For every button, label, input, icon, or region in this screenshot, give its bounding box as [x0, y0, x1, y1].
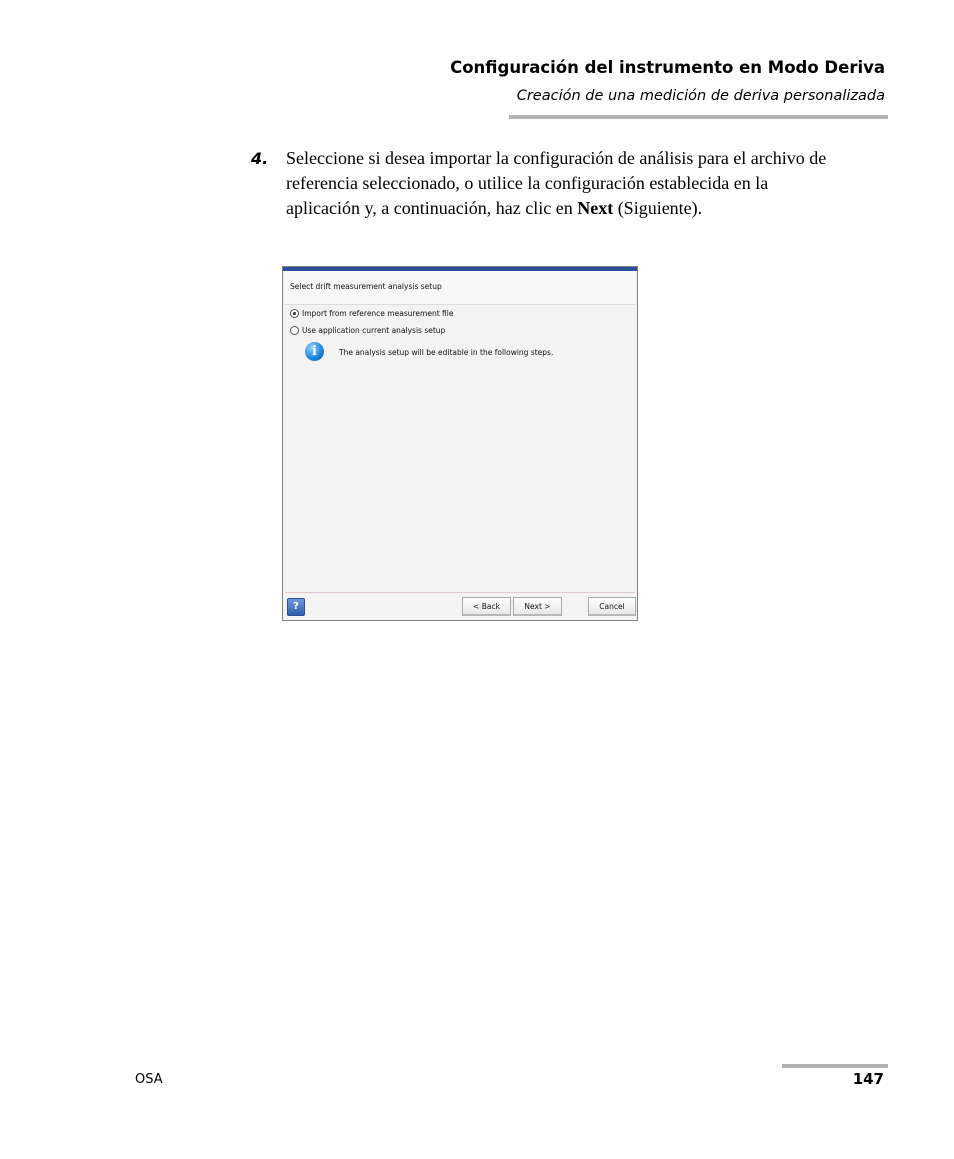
step-text: [286, 146, 846, 221]
dialog-heading: Select drift measurement analysis setup: [290, 282, 442, 291]
next-button[interactable]: Next >: [513, 597, 562, 616]
dialog-header: [285, 271, 635, 305]
cancel-button[interactable]: Cancel: [588, 597, 636, 616]
step-number: 4.: [251, 149, 269, 168]
back-button[interactable]: < Back: [462, 597, 511, 616]
radio-unselected-icon[interactable]: [290, 326, 299, 335]
footer-product: OSA: [135, 1072, 163, 1087]
info-icon: i: [305, 342, 324, 361]
info-message: The analysis setup will be editable in the following steps.: [339, 348, 554, 357]
page-number: 147: [852, 1070, 884, 1088]
footer-rule: [782, 1064, 888, 1068]
step-text-before: Seleccione si desea importar la configuración de análisis para el archivo de referencia seleccionado, o utilice la configuración establecida en la aplicación y, a continuación, haz clic en: [286, 148, 827, 218]
step-text-after: (Siguiente).: [613, 198, 703, 218]
option-label: Import from reference measurement file: [302, 308, 454, 318]
radio-selected-icon[interactable]: [290, 309, 299, 318]
drift-setup-dialog: [282, 266, 638, 621]
option-import-from-reference[interactable]: [290, 308, 453, 318]
header-rule: [509, 115, 888, 119]
running-header-title: Configuración del instrumento en Modo Deriva: [450, 58, 885, 77]
option-label: Use application current analysis setup: [302, 325, 446, 335]
running-header-subtitle: Creación de una medición de deriva personalizada: [516, 88, 885, 104]
help-icon[interactable]: ?: [287, 598, 305, 616]
footer-divider: [285, 592, 635, 593]
option-use-current-setup[interactable]: [290, 325, 445, 335]
step-text-bold: Next: [577, 198, 614, 218]
